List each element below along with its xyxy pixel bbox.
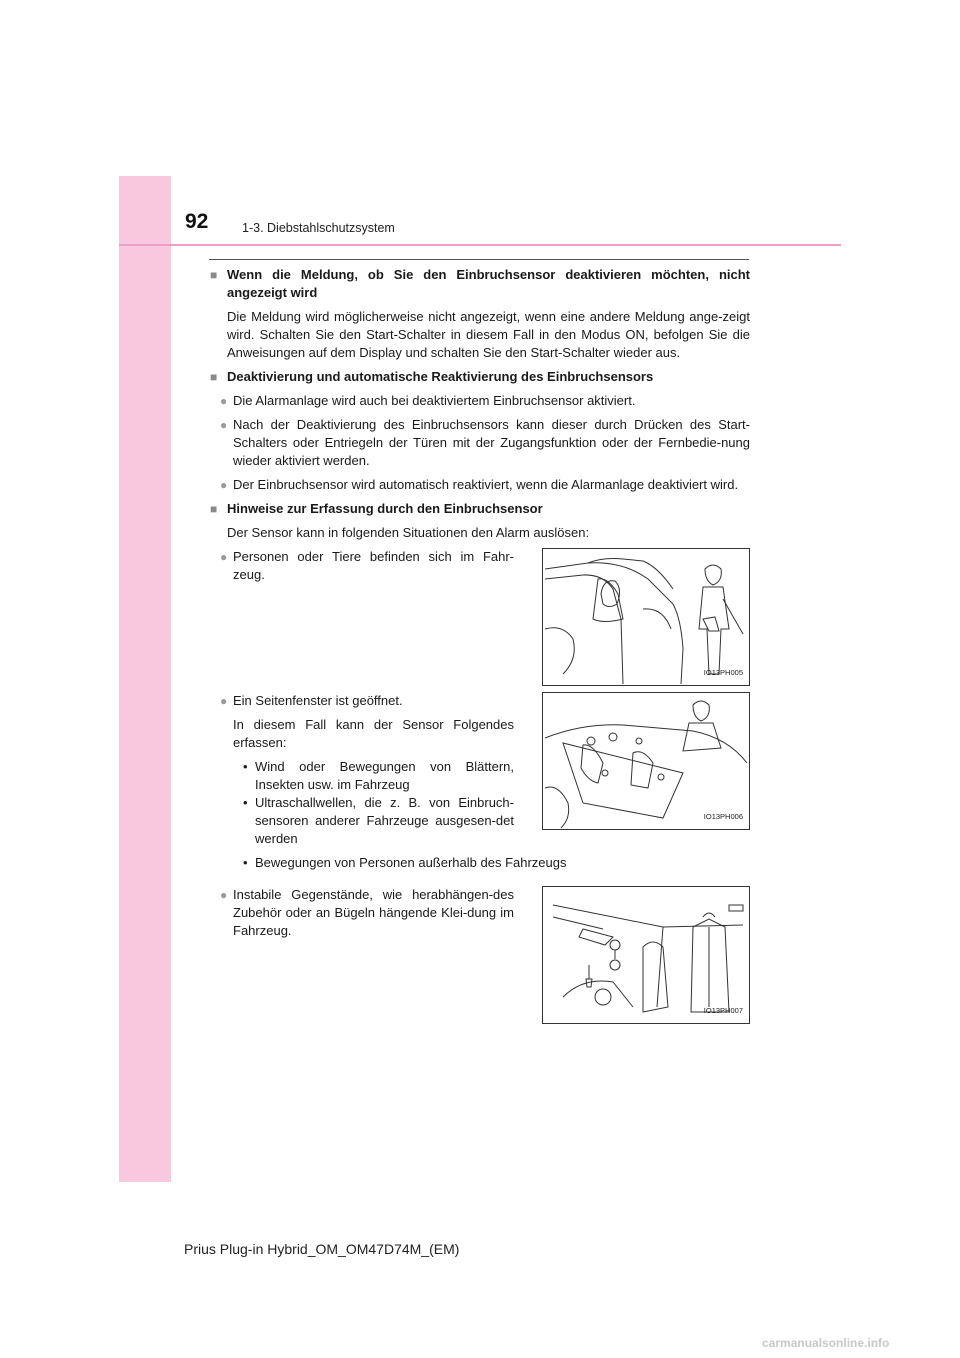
section-heading: ■ Hinweise zur Erfassung durch den Einbruchsensor	[210, 501, 543, 516]
header-rule	[119, 244, 841, 246]
bullet-item: ● Ein Seitenfenster ist geöffnet.	[220, 693, 403, 708]
illustration-hanging-items	[542, 886, 750, 1024]
item-row	[220, 692, 750, 848]
square-marker-icon: ■	[210, 502, 218, 516]
figure-code: IO13PH005	[703, 668, 743, 677]
sub-bullet-icon: •	[243, 855, 248, 870]
section-title: 1-3. Diebstahlschutzsystem	[242, 221, 395, 235]
sub-item: • Wind oder Bewegungen von Blättern, Insekten usw. im Fahrzeug	[243, 759, 514, 792]
figure-code: IO13PH006	[703, 812, 743, 821]
side-margin-band	[119, 176, 171, 1182]
item-row	[220, 548, 750, 686]
bullet-item: ● Nach der Deaktivierung des Einbruchsensors kann dieser durch Drücken des Start-Schalters oder Entriegeln der Türen mit der Zugangsfunktion oder der Fernbedie-nung wieder aktiviert werden.	[220, 417, 750, 468]
bullet-item: ● Instabile Gegenstände, wie herabhängen-des Zubehör oder an Bügeln hängende Klei-dung im Fahrzeug.	[220, 887, 514, 938]
section-paragraph: Die Meldung wird möglicherweise nicht angezeigt, wenn eine andere Meldung ange-zeigt wird. Schalten Sie den Start-Schalter in diesem Fall in den Modus ON, befolgen Sie die Anweisungen auf dem Display und schalten Sie den Start-Schalter wieder aus.	[227, 309, 750, 360]
bullet-icon: ●	[220, 888, 228, 902]
item-detail: In diesem Fall kann der Sensor Folgendes erfassen:	[233, 717, 514, 750]
sub-item: • Bewegungen von Personen außerhalb des Fahrzeugs	[243, 855, 567, 870]
bullet-icon: ●	[220, 550, 228, 564]
footer-manual-id: Prius Plug-in Hybrid_OM_OM47D74M_(EM)	[184, 1241, 460, 1257]
bullet-item: ● Der Einbruchsensor wird automatisch reaktiviert, wenn die Alarmanlage deaktiviert wird.	[220, 477, 739, 492]
square-marker-icon: ■	[210, 268, 218, 282]
bullet-item: ● Die Alarmanlage wird auch bei deaktiviertem Einbruchsensor aktiviert.	[220, 393, 636, 408]
figure-code: IO13PH007	[703, 1006, 743, 1015]
bullet-icon: ●	[220, 694, 228, 708]
bullet-icon: ●	[220, 418, 228, 432]
bullet-icon: ●	[220, 478, 228, 492]
sub-bullet-icon: •	[243, 759, 248, 774]
illustration-open-window	[542, 692, 750, 830]
section-intro: Der Sensor kann in folgenden Situationen den Alarm auslösen:	[227, 525, 590, 540]
sub-item: • Ultraschallwellen, die z. B. von Einbruch-sensoren anderer Fahrzeuge ausgesen-det werden	[243, 795, 514, 846]
illustration-person-dog-in-car	[542, 548, 750, 686]
watermark: carmanualsonline.info	[762, 1336, 890, 1350]
square-marker-icon: ■	[210, 370, 218, 384]
bullet-item: ● Personen oder Tiere befinden sich im Fahr-zeug.	[220, 549, 514, 582]
section-heading: ■ Wenn die Meldung, ob Sie den Einbruchsensor deaktivieren möchten, nicht angezeigt wird	[210, 267, 750, 300]
section-heading: ■ Deaktivierung und automatische Reaktivierung des Einbruchsensors	[210, 369, 654, 384]
page-number: 92	[185, 210, 209, 233]
bullet-icon: ●	[220, 394, 228, 408]
sub-bullet-icon: •	[243, 795, 248, 810]
content-top-rule	[209, 259, 749, 260]
page-content	[210, 266, 750, 1030]
item-row	[220, 886, 750, 1024]
